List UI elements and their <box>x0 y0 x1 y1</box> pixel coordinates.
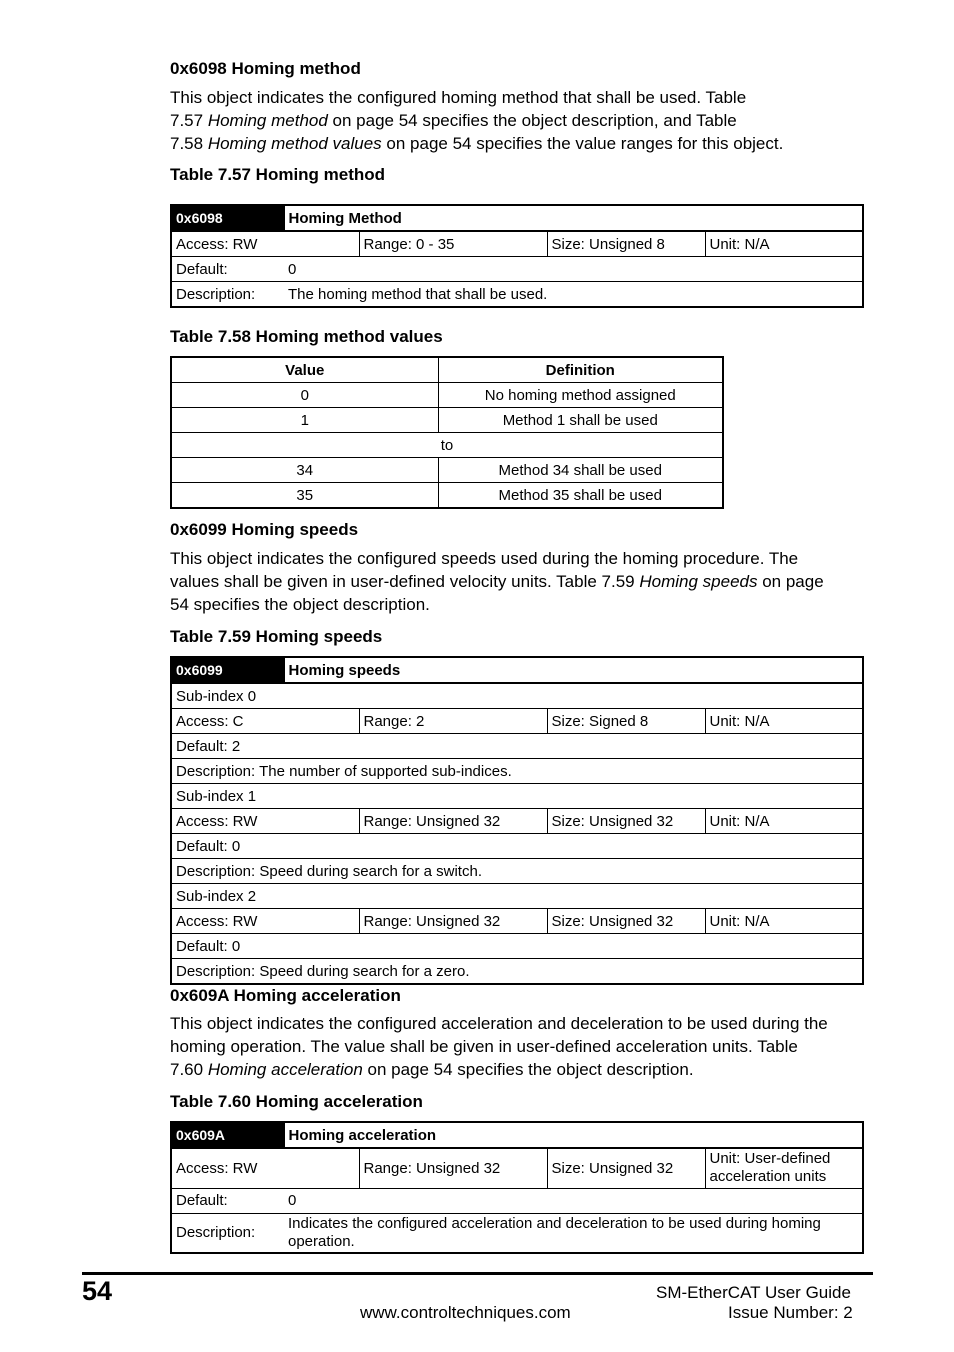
paragraph-line: 7.60 Homing acceleration on page 54 specifies the object description. <box>170 1060 694 1079</box>
sub-index-row: Sub-index 2 <box>171 884 863 909</box>
default-value: 0 <box>284 257 863 282</box>
value-cell: 34 <box>171 458 438 483</box>
description-value: The homing method that shall be used. <box>284 282 863 308</box>
access-cell: Access: RW <box>171 231 359 257</box>
table-caption-7-60: Table 7.60 Homing acceleration <box>170 1092 423 1111</box>
unit-cell: Unit: User-defined acceleration units <box>705 1148 863 1188</box>
description-row: Description: Speed during search for a zero. <box>171 959 863 985</box>
section-heading-6098: 0x6098 Homing method <box>170 59 361 78</box>
section-heading-6099: 0x6099 Homing speeds <box>170 520 359 539</box>
definition-cell: No homing method assigned <box>438 383 723 408</box>
definition-cell: Method 34 shall be used <box>438 458 723 483</box>
paragraph-line: This object indicates the configured acceleration and deceleration to be used during the <box>170 1014 828 1033</box>
footer-guide-title: SM-EtherCAT User Guide <box>656 1283 851 1302</box>
object-index: 0x6098 <box>171 205 284 231</box>
column-header-definition: Definition <box>438 357 723 383</box>
definition-cell: Method 1 shall be used <box>438 408 723 433</box>
paragraph-6099 <box>170 547 890 616</box>
value-cell: 35 <box>171 483 438 509</box>
column-header-value: Value <box>171 357 438 383</box>
table-homing-acceleration <box>170 1121 864 1254</box>
size-cell: Size: Unsigned 32 <box>547 1148 705 1188</box>
default-row: Default: 0 <box>171 834 863 859</box>
default-label: Default: <box>171 1188 284 1213</box>
access-cell: Access: RW <box>171 909 359 934</box>
size-cell: Size: Unsigned 32 <box>547 909 705 934</box>
range-cell: Range: 0 - 35 <box>359 231 547 257</box>
paragraph-6098 <box>170 86 890 155</box>
footer-website: www.controltechniques.com <box>360 1303 571 1322</box>
table-row <box>171 408 723 433</box>
description-label: Description: <box>171 1213 284 1253</box>
description-value: Indicates the configured acceleration and deceleration to be used during homing operation. <box>284 1213 863 1253</box>
table-homing-method <box>170 204 864 308</box>
unit-cell: Unit: N/A <box>705 809 863 834</box>
paragraph-609a <box>170 1012 890 1081</box>
access-cell: Access: C <box>171 709 359 734</box>
default-row: Default: 2 <box>171 734 863 759</box>
span-cell: to <box>171 433 723 458</box>
size-cell: Size: Unsigned 8 <box>547 231 705 257</box>
size-cell: Size: Unsigned 32 <box>547 809 705 834</box>
object-name: Homing acceleration <box>284 1122 863 1148</box>
access-cell: Access: RW <box>171 1148 359 1188</box>
paragraph-line: homing operation. The value shall be given in user-defined acceleration units. Table <box>170 1037 798 1056</box>
page-number: 54 <box>82 1276 113 1306</box>
range-cell: Range: Unsigned 32 <box>359 1148 547 1188</box>
object-name: Homing speeds <box>284 657 863 683</box>
table-caption-7-58: Table 7.58 Homing method values <box>170 327 443 346</box>
table-row <box>171 483 723 509</box>
table-homing-method-values <box>170 356 724 509</box>
definition-cell: Method 35 shall be used <box>438 483 723 509</box>
unit-cell: Unit: N/A <box>705 709 863 734</box>
table-row <box>171 433 723 458</box>
size-cell: Size: Signed 8 <box>547 709 705 734</box>
range-cell: Range: Unsigned 32 <box>359 909 547 934</box>
unit-cell: Unit: N/A <box>705 909 863 934</box>
default-row: Default: 0 <box>171 934 863 959</box>
default-value: 0 <box>284 1188 863 1213</box>
section-heading-609a: 0x609A Homing acceleration <box>170 986 401 1005</box>
description-row: Description: Speed during search for a switch. <box>171 859 863 884</box>
sub-index-row: Sub-index 0 <box>171 683 863 709</box>
table-caption-7-57: Table 7.57 Homing method <box>170 165 386 184</box>
paragraph-line: values shall be given in user-defined velocity units. Table 7.59 Homing speeds on page <box>170 572 824 591</box>
object-name: Homing Method <box>284 205 863 231</box>
table-homing-speeds <box>170 656 864 985</box>
table-row <box>171 458 723 483</box>
footer-rule <box>82 1272 873 1275</box>
paragraph-line: 7.57 Homing method on page 54 specifies the object description, and Table <box>170 111 737 130</box>
access-cell: Access: RW <box>171 809 359 834</box>
unit-cell: Unit: N/A <box>705 231 863 257</box>
default-label: Default: <box>171 257 284 282</box>
description-label: Description: <box>171 282 284 308</box>
object-index: 0x6099 <box>171 657 284 683</box>
sub-index-row: Sub-index 1 <box>171 784 863 809</box>
paragraph-line: 54 specifies the object description. <box>170 595 430 614</box>
value-cell: 0 <box>171 383 438 408</box>
paragraph-line: This object indicates the configured speeds used during the homing procedure. The <box>170 549 799 568</box>
description-row: Description: The number of supported sub-indices. <box>171 759 863 784</box>
range-cell: Range: 2 <box>359 709 547 734</box>
footer-issue-number: Issue Number: 2 <box>728 1303 853 1322</box>
range-cell: Range: Unsigned 32 <box>359 809 547 834</box>
value-cell: 1 <box>171 408 438 433</box>
paragraph-line: 7.58 Homing method values on page 54 specifies the value ranges for this object. <box>170 134 784 153</box>
paragraph-line: This object indicates the configured homing method that shall be used. Table <box>170 88 747 107</box>
object-index: 0x609A <box>171 1122 284 1148</box>
table-row <box>171 383 723 408</box>
table-caption-7-59: Table 7.59 Homing speeds <box>170 627 383 646</box>
